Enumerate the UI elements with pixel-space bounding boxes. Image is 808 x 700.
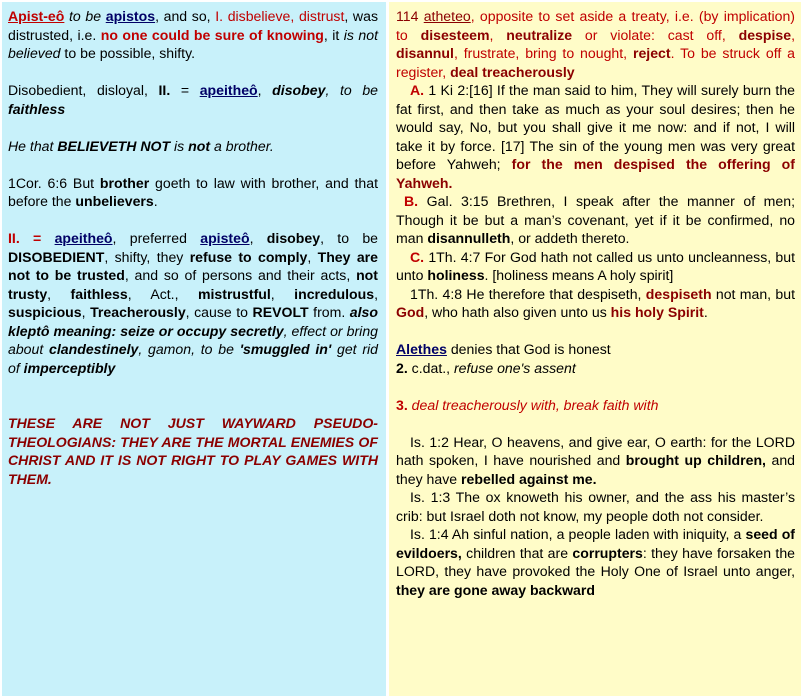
right-paragraph-1th-4-8: 1Th. 4:8 He therefore that despiseth, despiseth not man, but God, who hath also given unto us his holy Spirit.	[396, 285, 795, 320]
page	[2, 2, 804, 696]
left-paragraph-believeth-not: He that BELIEVETH NOT is not a brother.	[8, 137, 274, 154]
left-warning-paragraph: THESE ARE NOT JUST WAYWARD PSEUDO-THEOLOGIANS: THEY ARE THE MORTAL ENEMIES OF CHRIST AND IT IS NOT RIGHT TO PLAY GAMES WITH THEM.	[8, 415, 378, 487]
left-column	[2, 2, 389, 696]
right-paragraph-a: A. 1 Ki 2:[16] If the man said to him, They will surely burn the fat first, and then take as much as your soul desires; then he would say, No, but you shall give it me now: and if not, I will take it by force. [17] The sin of the young men was very great before Yahweh; for the men despised the offering of Yahweh.	[396, 82, 795, 191]
right-paragraph-c: C. 1Th. 4:7 For God hath not called us unto uncleanness, but unto holiness. [holiness means A holy spirit]	[396, 248, 795, 283]
right-paragraph-3: 3. deal treacherously with, break faith with	[396, 396, 659, 413]
left-paragraph-apeitheo: II. = apeitheô, preferred apisteô, disobey, to be DISOBEDIENT, shifty, they refuse to comply, They are not to be trusted, and so of persons and their acts, not trusty, faithless, Act., mistrustful, incredulous, suspicious, Treacherously, cause to REVOLT from. also kleptô meaning: seize or occupy secretly, effect or bring about clandestinely, gamon, to be 'smuggled in' get rid of imperceptibly	[8, 230, 379, 376]
right-paragraph-atheteo: 114 atheteo, opposite to set aside a treaty, i.e. (by implication) to disesteem, neutralize or violate: cast off, despise, disannul, frustrate, bring to nought, reject. To be struck off a register, deal treacherously	[396, 8, 796, 80]
right-paragraph-is-1-2: Is. 1:2 Hear, O heavens, and give ear, O earth: for the LORD hath spoken, I have nourished and brought up children, and they have rebelled against me.	[396, 433, 795, 487]
right-paragraph-2: 2. c.dat., refuse one's assent	[396, 359, 576, 376]
term-atheteo: atheteo	[423, 8, 471, 24]
right-paragraph-b: B. Gal. 3:15 Brethren, I speak after the manner of men; Though it be but a man’s covenant, yet if it be confirmed, no man disannulleth, or addeth thereto.	[396, 193, 795, 246]
right-paragraph-is-1-4: Is. 1:4 Ah sinful nation, a people laden with iniquity, a seed of evildoers, children that are corrupters: they have forsaken the LORD, they have provoked the Holy One of Israel unto anger, they are gone away backward	[396, 526, 796, 598]
left-paragraph-1cor: 1Cor. 6:6 But brother goeth to law with brother, and that before the unbelievers.	[8, 174, 378, 209]
left-paragraph-disobedient: Disobedient, disloyal, II. = apeitheô, disobey, to be faithless	[8, 82, 378, 117]
term-apeitheo: apeitheô	[199, 82, 258, 98]
term-apist-eo: Apist-eô	[8, 8, 65, 24]
term-apistos: apistos	[105, 8, 156, 24]
left-paragraph-apisteo: Apist-eô to be apistos, and so, I. disbelieve, distrust, was distrusted, i.e. no one could be sure of knowing, it is not believed to be possible, shifty.	[8, 8, 378, 61]
right-column	[389, 2, 801, 696]
right-paragraph-alethes: Alethes denies that God is honest	[396, 341, 611, 357]
term-alethes: Alethes	[396, 341, 447, 357]
right-paragraph-is-1-3: Is. 1:3 The ox knoweth his owner, and the ass his master’s crib: but Israel doth not know, my people doth not consider.	[396, 489, 795, 524]
